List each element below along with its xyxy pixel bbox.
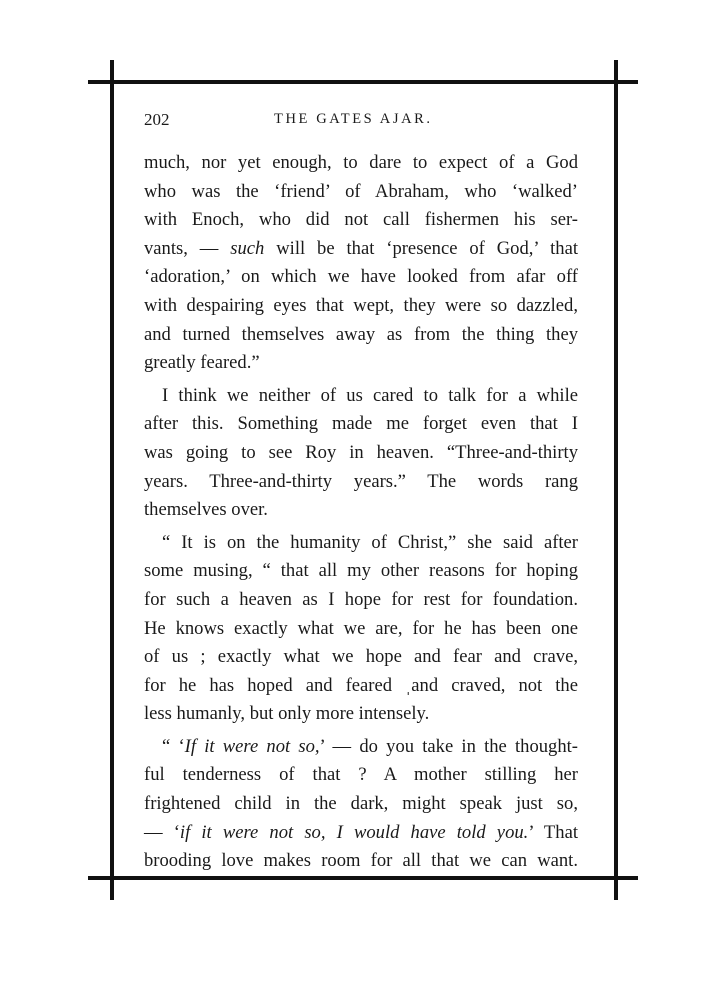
text-line: brooding love makes room for all that we can want.: [144, 850, 578, 872]
text-line: greatly feared.”: [144, 352, 260, 374]
text-line: with despairing eyes that wept, they were so dazzled,: [144, 294, 578, 316]
right-border-rule: [614, 60, 618, 900]
text-line: ‘adoration,’ on which we have looked from afar off: [144, 266, 578, 288]
bottom-border-rule: [88, 876, 638, 880]
running-title: THE GATES AJAR.: [274, 111, 433, 127]
text-line: less humanly, but only more intensely.: [144, 703, 430, 725]
text-line: He knows exactly what we are, for he has been one: [144, 617, 578, 639]
text-line: who was the ‘friend’ of Abraham, who ‘walked’: [144, 180, 578, 202]
text-line: “ ‘If it were not so,’ — do you take in the thought-: [162, 735, 578, 757]
text-line: some musing, “ that all my other reasons for hoping: [144, 560, 578, 582]
text-line: I think we neither of us cared to talk for a while: [162, 384, 578, 406]
left-border-rule: [110, 60, 114, 900]
text-line: themselves over.: [144, 499, 268, 521]
text-line: after this. Something made me forget even that I: [144, 413, 578, 435]
text-line: “ It is on the humanity of Christ,” she said after: [162, 531, 578, 553]
text-line: was going to see Roy in heaven. “Three-and-thirty: [144, 441, 578, 463]
text-line: and turned themselves away as from the thing they: [144, 323, 578, 345]
text-line: for such a heaven as I hope for rest for foundation.: [144, 588, 578, 610]
text-line: of us ; exactly what we hope and fear and crave,: [144, 646, 578, 668]
text-line: frightened child in the dark, might speak just so,: [144, 793, 578, 815]
text-line: with Enoch, who did not call fishermen his ser-: [144, 209, 578, 231]
text-line: vants, — such will be that ‘presence of God,’ that: [144, 237, 578, 259]
text-line: ful tenderness of that ? A mother stilling her: [144, 764, 578, 786]
text-line: years. Three-and-thirty years.” The words rang: [144, 470, 578, 492]
body-text: [144, 149, 578, 876]
text-line: — ‘if it were not so, I would have told you.’ That: [144, 821, 578, 843]
text-line: much, nor yet enough, to dare to expect of a God: [144, 152, 578, 173]
page-number: 202: [144, 110, 170, 129]
page-header: [144, 110, 578, 134]
top-border-rule: [88, 80, 638, 84]
text-line: for he has hoped and feared ˌand craved, not the: [144, 674, 578, 696]
